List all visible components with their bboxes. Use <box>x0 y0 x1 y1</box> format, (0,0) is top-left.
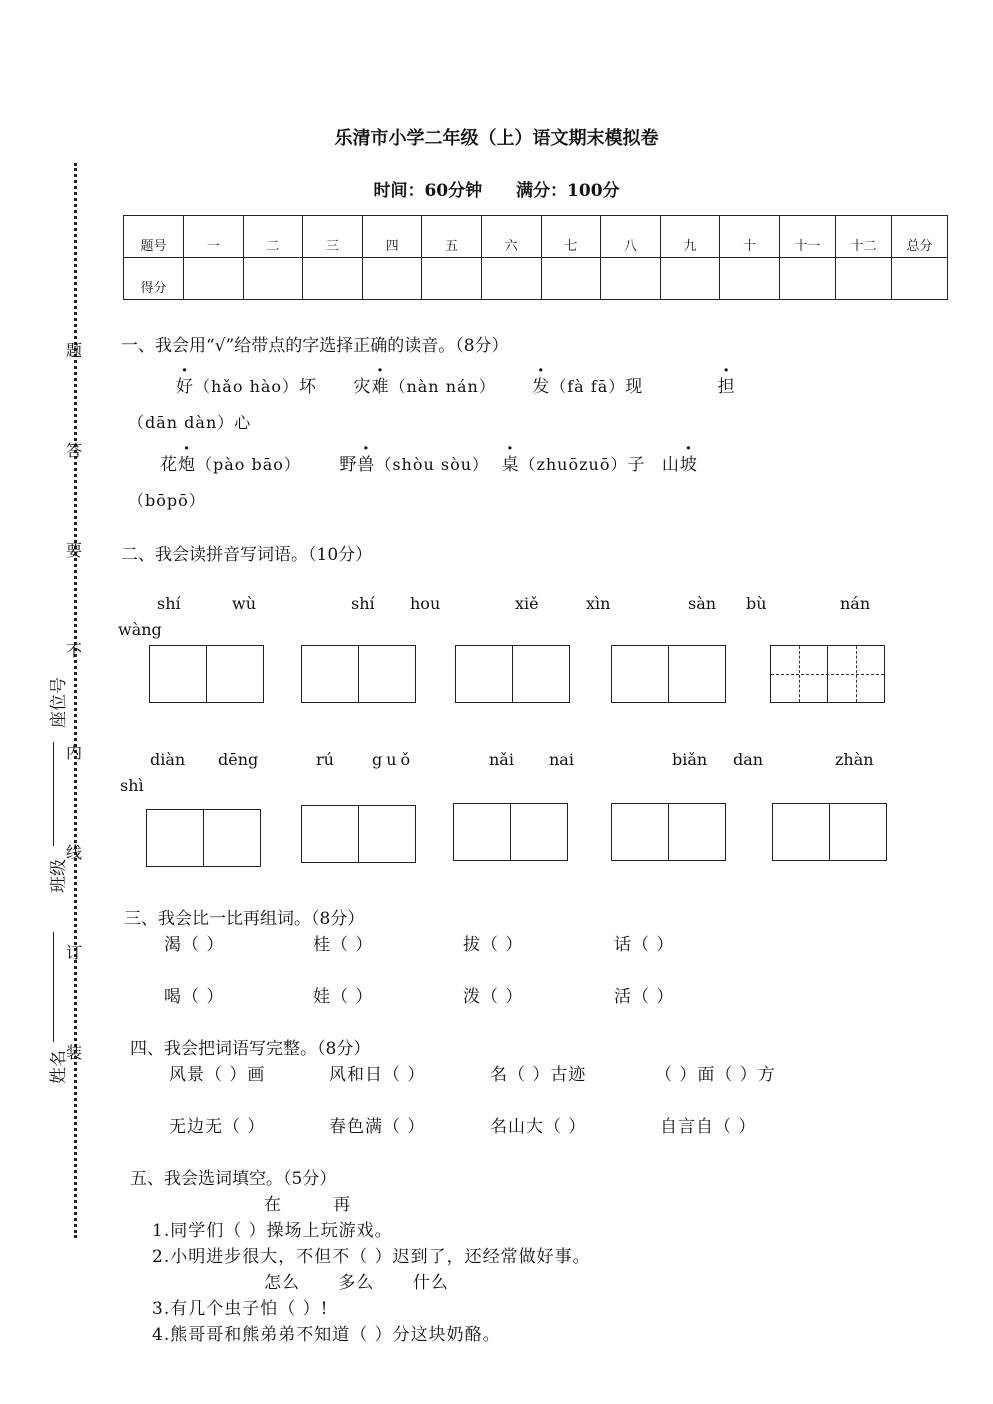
q4-item[interactable]: 名（ ）古迹 <box>490 1065 587 1085</box>
pinyin-options[interactable]: （nàn nán） <box>389 377 496 396</box>
q4-item[interactable]: 风和日（ ） <box>329 1065 426 1085</box>
margin-notice-4: 不 <box>66 641 83 660</box>
score-cell[interactable] <box>184 258 244 300</box>
q3-item[interactable]: 活（ ） <box>614 987 675 1007</box>
dotted-char: 坡 <box>679 455 698 475</box>
word-rest: 子 <box>627 455 646 475</box>
score-cell[interactable] <box>720 258 780 300</box>
q3-item[interactable]: 拔（ ） <box>463 935 524 955</box>
pinyin-label: xiě <box>515 594 539 613</box>
table-header-cell: 十 <box>720 216 780 258</box>
binding-dotted-line <box>74 163 77 1238</box>
q4-item[interactable]: 春色满（ ） <box>329 1117 426 1137</box>
table-header-cell: 三 <box>303 216 363 258</box>
pinyin-label: dēng <box>218 750 259 769</box>
time-limit: 时间：60分钟 <box>373 181 483 201</box>
pinyin-label: nǎi <box>489 750 514 769</box>
q5-item-3[interactable]: 3.有几个虫子怕（ ）! <box>152 1299 329 1319</box>
q3-item[interactable]: 喝（ ） <box>164 987 225 1007</box>
word-pre: 花 <box>160 455 178 475</box>
writing-box[interactable] <box>772 803 887 861</box>
pinyin-options[interactable]: （zhuōzuō） <box>519 455 628 474</box>
pinyin-label: nai <box>549 750 574 769</box>
class-blank[interactable] <box>53 742 55 846</box>
dotted-char: 发 <box>532 377 551 397</box>
q5-item-4[interactable]: 4.熊哥哥和熊弟弟不知道（ ）分这块奶酪。 <box>152 1325 501 1345</box>
table-header-cell: 六 <box>481 216 541 258</box>
dotted-char: 担 <box>717 377 736 397</box>
pinyin-label: xìn <box>586 594 611 613</box>
q4-item[interactable]: 名山大（ ） <box>490 1117 587 1137</box>
q4-item[interactable]: （ ）面（ ）方 <box>655 1065 776 1085</box>
writing-box[interactable] <box>301 645 416 703</box>
pinyin-label: guǒ <box>372 750 415 769</box>
writing-box[interactable] <box>301 805 416 863</box>
pinyin-label: shì <box>120 776 144 795</box>
pinyin-options[interactable]: （fà fā） <box>550 377 626 396</box>
word-pre: 灾 <box>353 377 372 397</box>
q3-item[interactable]: 桂（ ） <box>313 935 374 955</box>
full-score: 满分：100分 <box>516 181 620 201</box>
margin-notice-3: 要 <box>66 541 83 560</box>
table-header-cell: 一 <box>184 216 244 258</box>
q4-item[interactable]: 自言自（ ） <box>660 1117 757 1137</box>
q1-line-2[interactable]: （dān dàn）心 <box>128 413 252 432</box>
pinyin-options[interactable]: （pào bāo） <box>196 455 301 474</box>
dotted-char: 难 <box>371 377 390 397</box>
q5-choices-2: 怎么 多么 什么 <box>264 1273 449 1293</box>
table-header-cell: 七 <box>541 216 601 258</box>
pinyin-label: shí <box>351 594 375 613</box>
dotted-char: 桌 <box>501 455 520 475</box>
name-blank[interactable] <box>53 932 55 1042</box>
margin-notice-8: 装 <box>66 1043 83 1062</box>
table-header-cell: 题号 <box>124 216 184 258</box>
pinyin-label: diàn <box>150 750 186 769</box>
margin-notice-2: 答 <box>66 441 83 460</box>
table-header-cell: 十二 <box>836 216 892 258</box>
score-cell[interactable] <box>541 258 601 300</box>
margin-notice-7: 订 <box>66 943 83 962</box>
margin-notice-6: 线 <box>66 843 83 862</box>
q1-heading: 一、我会用“√”给带点的字选择正确的读音。（8分） <box>121 336 509 356</box>
page-title: 乐清市小学二年级（上）语文期末模拟卷 <box>334 128 659 149</box>
name-label: 姓名 <box>49 1050 69 1084</box>
score-cell[interactable] <box>422 258 482 300</box>
pinyin-label: biǎn <box>672 750 708 769</box>
margin-notice-5: 内 <box>66 743 83 762</box>
q5-heading: 五、我会选词填空。（5分） <box>130 1169 337 1189</box>
q3-heading: 三、我会比一比再组词。（8分） <box>124 909 365 929</box>
pinyin-label: bù <box>746 594 767 613</box>
score-cell[interactable] <box>303 258 363 300</box>
score-table <box>123 215 948 300</box>
class-label: 班级 <box>49 859 69 893</box>
pinyin-label: nán <box>840 594 871 613</box>
q3-item[interactable]: 话（ ） <box>614 935 675 955</box>
word-rest: 现 <box>625 377 644 397</box>
score-cell[interactable] <box>780 258 836 300</box>
word-rest: 坏 <box>299 377 318 397</box>
score-cell[interactable] <box>243 258 303 300</box>
table-header-cell: 十一 <box>780 216 836 258</box>
writing-box[interactable] <box>453 803 568 861</box>
margin-notice-1: 题 <box>66 341 83 360</box>
q1-line-1 <box>176 372 736 397</box>
word-pre: 野 <box>339 455 358 475</box>
pinyin-label: hou <box>410 594 441 613</box>
pinyin-options[interactable]: （hǎo hào） <box>194 377 300 396</box>
score-cell[interactable] <box>601 258 661 300</box>
dotted-char: 炮 <box>178 455 196 475</box>
writing-box[interactable] <box>146 809 261 867</box>
q4-item[interactable]: 无边无（ ） <box>169 1117 266 1137</box>
pinyin-label: shí <box>157 594 181 613</box>
pinyin-label: wàng <box>118 620 162 639</box>
q5-item-1[interactable]: 1.同学们（ ）操场上玩游戏。 <box>152 1221 393 1241</box>
score-cell[interactable] <box>892 258 948 300</box>
table-row-label: 得分 <box>124 258 184 300</box>
pinyin-label: dan <box>733 750 764 769</box>
table-header-cell: 五 <box>422 216 482 258</box>
score-cell[interactable] <box>660 258 720 300</box>
writing-box[interactable] <box>149 645 264 703</box>
seat-number-label: 座位号 <box>49 677 69 728</box>
dotted-char: 好 <box>176 377 194 397</box>
q2-heading: 二、我会读拼音写词语。（10分） <box>121 545 373 565</box>
writing-box[interactable] <box>455 645 570 703</box>
q3-item[interactable]: 泼（ ） <box>463 987 524 1007</box>
pinyin-label: zhàn <box>835 750 874 769</box>
q1-line-4[interactable]: （bōpō） <box>128 491 206 510</box>
q4-item[interactable]: 风景（ ）画 <box>169 1065 266 1085</box>
table-header-cell: 八 <box>601 216 661 258</box>
dotted-char: 兽 <box>357 455 376 475</box>
score-cell[interactable] <box>836 258 892 300</box>
pinyin-label: rú <box>316 750 334 769</box>
q1-line-3 <box>160 450 698 475</box>
q3-item[interactable]: 娃（ ） <box>313 987 374 1007</box>
table-row-score <box>124 258 948 300</box>
q5-item-2[interactable]: 2.小明进步很大，不但不（ ）迟到了，还经常做好事。 <box>152 1247 591 1267</box>
pinyin-label: wù <box>232 594 256 613</box>
q4-heading: 四、我会把词语写完整。（8分） <box>130 1039 371 1059</box>
q5-choices-1: 在 再 <box>264 1195 352 1215</box>
exam-info <box>0 176 993 201</box>
writing-box-grid[interactable] <box>770 645 885 703</box>
pinyin-label: sàn <box>688 594 717 613</box>
score-cell[interactable] <box>362 258 422 300</box>
pinyin-options[interactable]: （shòu sòu） <box>375 455 490 474</box>
writing-box[interactable] <box>611 645 726 703</box>
table-header-cell: 四 <box>362 216 422 258</box>
table-header-cell: 二 <box>243 216 303 258</box>
table-header-cell: 九 <box>660 216 720 258</box>
score-cell[interactable] <box>481 258 541 300</box>
table-header-cell: 总分 <box>892 216 948 258</box>
writing-box[interactable] <box>611 803 726 861</box>
q3-item[interactable]: 渴（ ） <box>164 935 225 955</box>
word-pre: 山 <box>661 455 680 475</box>
table-row-question-number <box>124 216 948 258</box>
